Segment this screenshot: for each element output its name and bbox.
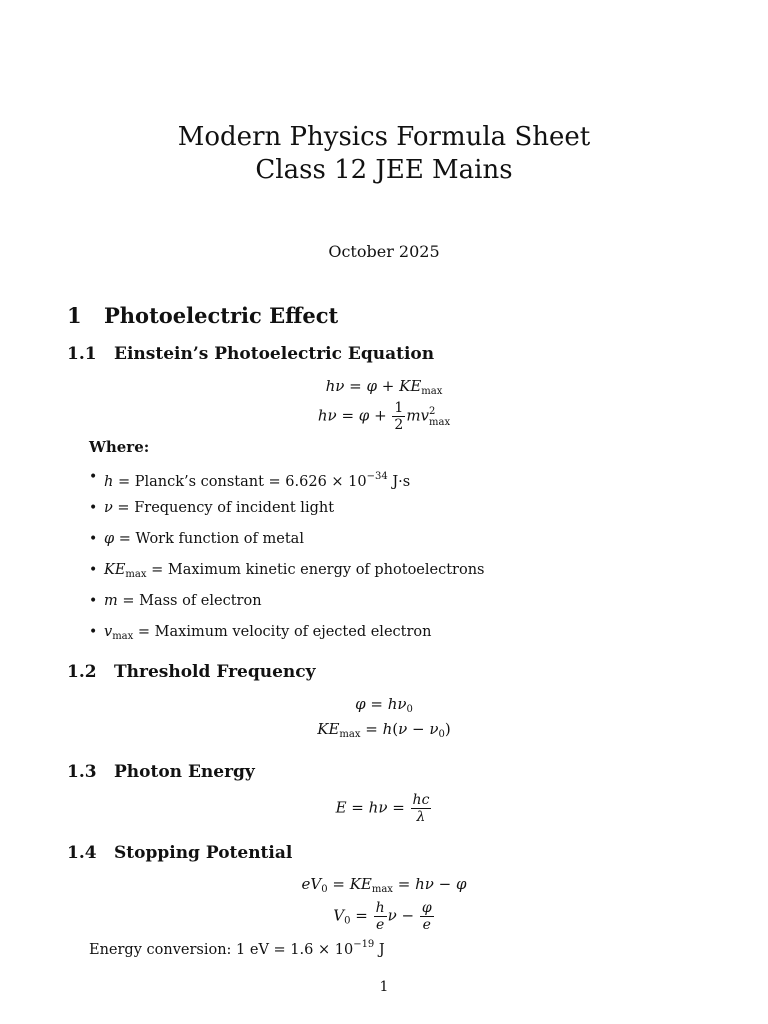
- section-number: 1: [67, 303, 82, 328]
- subsection-number: 1.3: [67, 762, 97, 782]
- where-label: Where:: [89, 438, 150, 456]
- equation-stopping-potential-2: $V_0$ = $\frac{h}{e}$ ν − $\frac{\varphi}{e}$: [333, 900, 432, 933]
- list-item: • $KE_{max}$ = Maximum kinetic energy of photoelectrons: [89, 559, 485, 590]
- document-title-line-1: Modern Physics Formula Sheet: [177, 122, 591, 152]
- list-item: • m = Mass of electron: [89, 590, 485, 621]
- subsection-heading-1-4: [67, 843, 292, 863]
- subsection-heading-1-1: [67, 344, 434, 364]
- equation-threshold-1: $\varphi = h\nu_0$: [355, 695, 413, 715]
- list-item: • ν = Frequency of incident light: [89, 497, 485, 528]
- equation-einstein-1: $h\nu = \varphi + KE_{max}$: [325, 377, 443, 397]
- definitions-list: [89, 466, 485, 652]
- equation-photon-energy: E = hν = $\frac{hc}{\lambda}$: [335, 792, 430, 825]
- subsection-number: 1.1: [67, 344, 97, 364]
- equation-threshold-2: $KE_{max} = h(\nu - \nu_0)$: [317, 720, 451, 740]
- subsection-title: Einstein’s Photoelectric Equation: [114, 344, 435, 364]
- list-item: • h = Planck’s constant = $6.626 \times 10^{-34}$ J·s: [89, 466, 485, 497]
- subsection-title: Threshold Frequency: [114, 662, 316, 682]
- document-date: October 2025: [328, 242, 440, 261]
- subsection-heading-1-2: [67, 662, 316, 682]
- section-heading: [67, 303, 338, 328]
- document-title-line-2: Class 12 JEE Mains: [255, 155, 513, 185]
- subsection-title: Stopping Potential: [114, 843, 293, 863]
- page-number: 1: [379, 979, 389, 995]
- subsection-number: 1.2: [67, 662, 97, 682]
- list-item: • $v_{max}$ = Maximum velocity of ejected electron: [89, 621, 485, 652]
- equation-einstein-2: hν = φ + $\frac{1}{2}$ mv 2 max: [317, 400, 451, 433]
- list-item: • φ = Work function of metal: [89, 528, 485, 559]
- section-title: Photoelectric Effect: [104, 303, 339, 328]
- subsection-heading-1-3: [67, 762, 255, 782]
- energy-conversion-note: Energy conversion: 1 eV = $1.6 \times 10^{-19}$ J: [89, 939, 385, 958]
- subsection-title: Photon Energy: [114, 762, 255, 782]
- subsection-number: 1.4: [67, 843, 97, 863]
- equation-stopping-potential-1: $eV_0 = KE_{max} = h\nu - \varphi$: [301, 875, 467, 895]
